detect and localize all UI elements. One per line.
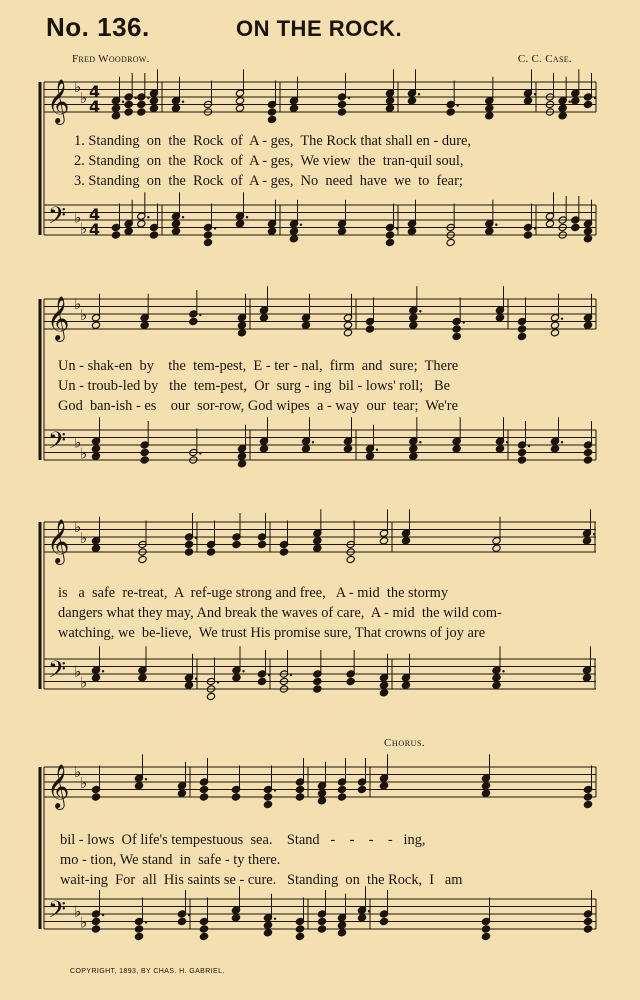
- note-head: [177, 917, 186, 925]
- note-head: [263, 800, 272, 808]
- note-head: [91, 917, 100, 925]
- note-head: [289, 104, 298, 112]
- key-signature-flat: ♭: [74, 662, 82, 681]
- note-head: [184, 540, 193, 548]
- lyric-line: dangers what they may, And break the waves of care, A - mid the wild com-: [58, 605, 502, 621]
- note-head: [137, 220, 146, 228]
- note-head: [199, 793, 208, 801]
- note-head: [199, 932, 208, 940]
- note-head: [317, 917, 326, 925]
- note-head: [184, 681, 193, 689]
- dot: [246, 216, 248, 218]
- dot: [418, 93, 420, 95]
- key-signature-flat: ♭: [80, 89, 88, 107]
- dot: [396, 227, 398, 229]
- note-head: [583, 448, 592, 456]
- note-head: [409, 314, 418, 322]
- note-head: [446, 238, 455, 246]
- note-head: [140, 321, 149, 329]
- note-head: [558, 104, 567, 112]
- note-head: [259, 445, 268, 453]
- lyricist-credit: Fred Woodrow.: [72, 53, 150, 65]
- dot: [134, 97, 136, 99]
- note-head: [91, 544, 100, 552]
- note-head: [134, 932, 143, 940]
- treble-clef: 𝄞: [47, 764, 70, 808]
- note-head: [337, 227, 346, 235]
- note-head: [111, 231, 120, 239]
- dot: [195, 537, 197, 539]
- note-head: [401, 537, 410, 545]
- note-head: [409, 321, 418, 329]
- note-head: [583, 100, 592, 108]
- note-head: [495, 445, 504, 453]
- note-head: [111, 112, 120, 120]
- time-signature: 4: [89, 82, 101, 101]
- note-head: [235, 220, 244, 228]
- dot: [274, 789, 276, 791]
- note-head: [583, 227, 592, 235]
- note-head: [492, 681, 501, 689]
- treble-clef: 𝄞: [47, 79, 70, 123]
- key-signature-flat: ♭: [80, 306, 88, 324]
- note-head: [259, 314, 268, 322]
- note-head: [91, 925, 100, 933]
- note-head: [337, 108, 346, 116]
- note-head: [231, 914, 240, 922]
- note-head: [317, 797, 326, 805]
- dot: [214, 227, 216, 229]
- note-head: [385, 238, 394, 246]
- dot: [300, 224, 302, 226]
- note-head: [206, 692, 215, 700]
- dot: [528, 445, 530, 447]
- lyric-line: is a safe re-treat, A ref-uge strong and free, A - mid the stormy: [58, 585, 449, 601]
- note-head: [289, 227, 298, 235]
- note-head: [235, 104, 244, 112]
- dot: [102, 670, 104, 672]
- note-head: [149, 231, 158, 239]
- note-head: [91, 445, 100, 453]
- note-head: [379, 782, 388, 790]
- note-head: [401, 681, 410, 689]
- note-head: [289, 235, 298, 243]
- dot: [182, 101, 184, 103]
- bass-clef: 𝄢: [48, 655, 67, 689]
- note-head: [171, 104, 180, 112]
- note-head: [385, 231, 394, 239]
- note-head: [257, 677, 266, 685]
- note-head: [140, 456, 149, 464]
- note-head: [409, 445, 418, 453]
- dot: [376, 449, 378, 451]
- dot: [199, 314, 201, 316]
- dot: [534, 93, 536, 95]
- bass-clef: 𝄢: [48, 895, 67, 929]
- note-head: [111, 104, 120, 112]
- dot: [593, 533, 595, 535]
- dot: [506, 441, 508, 443]
- note-head: [481, 932, 490, 940]
- dot: [217, 681, 219, 683]
- time-signature: 4: [89, 220, 101, 239]
- note-head: [571, 223, 580, 231]
- note-head: [379, 537, 388, 545]
- key-signature-flat: ♭: [74, 294, 82, 313]
- note-head: [337, 793, 346, 801]
- note-head: [91, 321, 100, 329]
- note-head: [379, 917, 388, 925]
- note-head: [583, 235, 592, 243]
- hymn-title: ON THE ROCK.: [236, 16, 403, 41]
- dot: [419, 441, 421, 443]
- note-head: [337, 921, 346, 929]
- dot: [122, 101, 124, 103]
- dot: [312, 441, 314, 443]
- note-head: [385, 97, 394, 105]
- note-head: [295, 932, 304, 940]
- note-head: [385, 104, 394, 112]
- note-head: [545, 220, 554, 228]
- dot: [561, 318, 563, 320]
- note-head: [313, 537, 322, 545]
- note-head: [583, 917, 592, 925]
- note-head: [485, 227, 494, 235]
- note-head: [91, 793, 100, 801]
- dot: [568, 101, 570, 103]
- bass-clef: 𝄢: [48, 426, 67, 460]
- note-head: [379, 681, 388, 689]
- note-head: [343, 445, 352, 453]
- note-head: [237, 460, 246, 468]
- dot: [188, 914, 190, 916]
- note-head: [357, 785, 366, 793]
- note-head: [550, 321, 559, 329]
- note-head: [317, 789, 326, 797]
- note-head: [343, 329, 352, 337]
- note-head: [313, 544, 322, 552]
- note-head: [407, 97, 416, 105]
- note-head: [407, 227, 416, 235]
- dot: [147, 216, 149, 218]
- key-signature-flat: ♭: [74, 902, 82, 921]
- note-head: [134, 782, 143, 790]
- dot: [199, 452, 201, 454]
- dot: [368, 910, 370, 912]
- note-head: [346, 555, 355, 563]
- note-head: [137, 108, 146, 116]
- lyric-line: bil - lows Of life's tempestuous sea. Stand - - - - ing,: [60, 832, 426, 848]
- note-head: [517, 325, 526, 333]
- dot: [242, 670, 244, 672]
- note-head: [517, 332, 526, 340]
- note-head: [485, 112, 494, 120]
- key-signature-flat: ♭: [74, 433, 82, 452]
- key-signature-flat: ♭: [80, 529, 88, 547]
- note-head: [523, 231, 532, 239]
- note-head: [134, 925, 143, 933]
- note-head: [279, 548, 288, 556]
- note-head: [313, 685, 322, 693]
- dot: [502, 670, 504, 672]
- note-head: [138, 674, 147, 682]
- note-head: [550, 329, 559, 337]
- note-head: [481, 789, 490, 797]
- note-head: [571, 97, 580, 105]
- note-head: [267, 227, 276, 235]
- lyric-line: mo - tion, We stand in safe - ty there.: [60, 852, 281, 868]
- bass-clef: 𝄢: [48, 201, 67, 235]
- note-head: [295, 925, 304, 933]
- dot: [594, 97, 596, 99]
- note-head: [481, 782, 490, 790]
- treble-clef: 𝄞: [47, 296, 70, 340]
- dot: [419, 310, 421, 312]
- note-head: [313, 677, 322, 685]
- note-head: [184, 548, 193, 556]
- key-signature-flat: ♭: [80, 913, 88, 932]
- note-head: [409, 452, 418, 460]
- note-head: [523, 97, 532, 105]
- note-head: [517, 448, 526, 456]
- note-head: [124, 227, 133, 235]
- note-head: [231, 793, 240, 801]
- note-head: [124, 100, 133, 108]
- note-head: [237, 452, 246, 460]
- note-head: [337, 785, 346, 793]
- note-head: [495, 314, 504, 322]
- lyric-line: God ban-ish - es our sor-row, God wipes a - way our tear; We're: [58, 398, 458, 414]
- note-head: [343, 321, 352, 329]
- note-head: [267, 108, 276, 116]
- lyric-line: Un - shak-en by the tem-pest, E - ter - nal, firm and sure; There: [58, 358, 459, 374]
- note-head: [199, 785, 208, 793]
- note-head: [452, 445, 461, 453]
- hymn-number: No. 136.: [46, 12, 150, 42]
- note-head: [583, 321, 592, 329]
- note-head: [232, 540, 241, 548]
- note-head: [583, 456, 592, 464]
- note-head: [583, 800, 592, 808]
- note-head: [295, 793, 304, 801]
- dot: [182, 216, 184, 218]
- note-head: [263, 929, 272, 937]
- dot: [145, 778, 147, 780]
- dot: [268, 674, 270, 676]
- note-head: [295, 785, 304, 793]
- note-head: [583, 793, 592, 801]
- note-head: [171, 227, 180, 235]
- dot: [274, 918, 276, 920]
- note-head: [446, 108, 455, 116]
- note-head: [235, 97, 244, 105]
- note-head: [257, 540, 266, 548]
- note-head: [149, 104, 158, 112]
- dot: [145, 921, 147, 923]
- note-head: [237, 329, 246, 337]
- key-signature-flat: ♭: [74, 77, 82, 96]
- lyric-line: 2. Standing on the Rock of A - ges, We view the tran-quil soul,: [74, 153, 464, 169]
- note-head: [582, 537, 591, 545]
- note-head: [177, 789, 186, 797]
- note-head: [171, 220, 180, 228]
- note-head: [91, 674, 100, 682]
- note-head: [206, 548, 215, 556]
- note-head: [149, 97, 158, 105]
- dot: [462, 321, 464, 323]
- note-head: [346, 677, 355, 685]
- note-head: [550, 445, 559, 453]
- lyric-line: 3. Standing on the Rock of A - ges, No need have we to fear;: [74, 173, 463, 189]
- note-head: [357, 914, 366, 922]
- dot: [348, 97, 350, 99]
- note-head: [301, 445, 310, 453]
- note-head: [263, 921, 272, 929]
- note-head: [203, 238, 212, 246]
- note-head: [267, 115, 276, 123]
- dot: [147, 97, 149, 99]
- composer-credit: C. C. Case.: [517, 53, 572, 65]
- copyright-notice: COPYRIGHT, 1893, BY CHAS. H. GABRIEL.: [70, 968, 225, 975]
- note-head: [263, 793, 272, 801]
- time-signature: 4: [89, 205, 101, 224]
- note-head: [337, 100, 346, 108]
- note-head: [137, 100, 146, 108]
- note-head: [124, 108, 133, 116]
- key-signature-flat: ♭: [74, 208, 82, 227]
- note-head: [492, 544, 501, 552]
- dot: [495, 224, 497, 226]
- note-head: [91, 452, 100, 460]
- dot: [195, 678, 197, 680]
- lyric-line: wait-ing For all His saints se - cure. Standing on the Rock, I am: [60, 872, 463, 888]
- note-head: [583, 925, 592, 933]
- note-head: [203, 231, 212, 239]
- dot: [534, 227, 536, 229]
- chorus-label: Chorus.: [384, 737, 426, 749]
- note-head: [452, 332, 461, 340]
- note-head: [365, 325, 374, 333]
- note-head: [365, 452, 374, 460]
- note-head: [485, 104, 494, 112]
- note-head: [237, 321, 246, 329]
- treble-clef: 𝄞: [47, 519, 70, 563]
- key-signature-flat: ♭: [74, 517, 82, 536]
- note-head: [452, 325, 461, 333]
- lyric-line: Un - troub-led by the tem-pest, Or surg - ing bil - lows' roll; Be: [58, 378, 451, 394]
- note-head: [481, 925, 490, 933]
- note-head: [138, 555, 147, 563]
- note-head: [492, 674, 501, 682]
- key-signature-flat: ♭: [80, 444, 88, 463]
- key-signature-flat: ♭: [80, 219, 88, 238]
- time-signature: 4: [89, 97, 101, 116]
- key-signature-flat: ♭: [80, 673, 88, 692]
- note-head: [337, 929, 346, 937]
- key-signature-flat: ♭: [74, 762, 82, 781]
- note-head: [199, 925, 208, 933]
- key-signature-flat: ♭: [80, 774, 88, 792]
- dot: [561, 441, 563, 443]
- lyric-line: watching, we be-lieve, We trust His promise sure, That crowns of joy are: [58, 625, 486, 641]
- note-head: [558, 112, 567, 120]
- dot: [102, 914, 104, 916]
- note-head: [232, 674, 241, 682]
- dot: [290, 674, 292, 676]
- note-head: [379, 689, 388, 697]
- dot: [456, 104, 458, 106]
- note-head: [140, 448, 149, 456]
- lyric-line: 1. Standing on the Rock of A - ges, The Rock that shall en - dure,: [74, 133, 472, 149]
- note-head: [317, 925, 326, 933]
- note-head: [582, 674, 591, 682]
- note-head: [189, 317, 198, 325]
- note-head: [301, 321, 310, 329]
- note-head: [517, 456, 526, 464]
